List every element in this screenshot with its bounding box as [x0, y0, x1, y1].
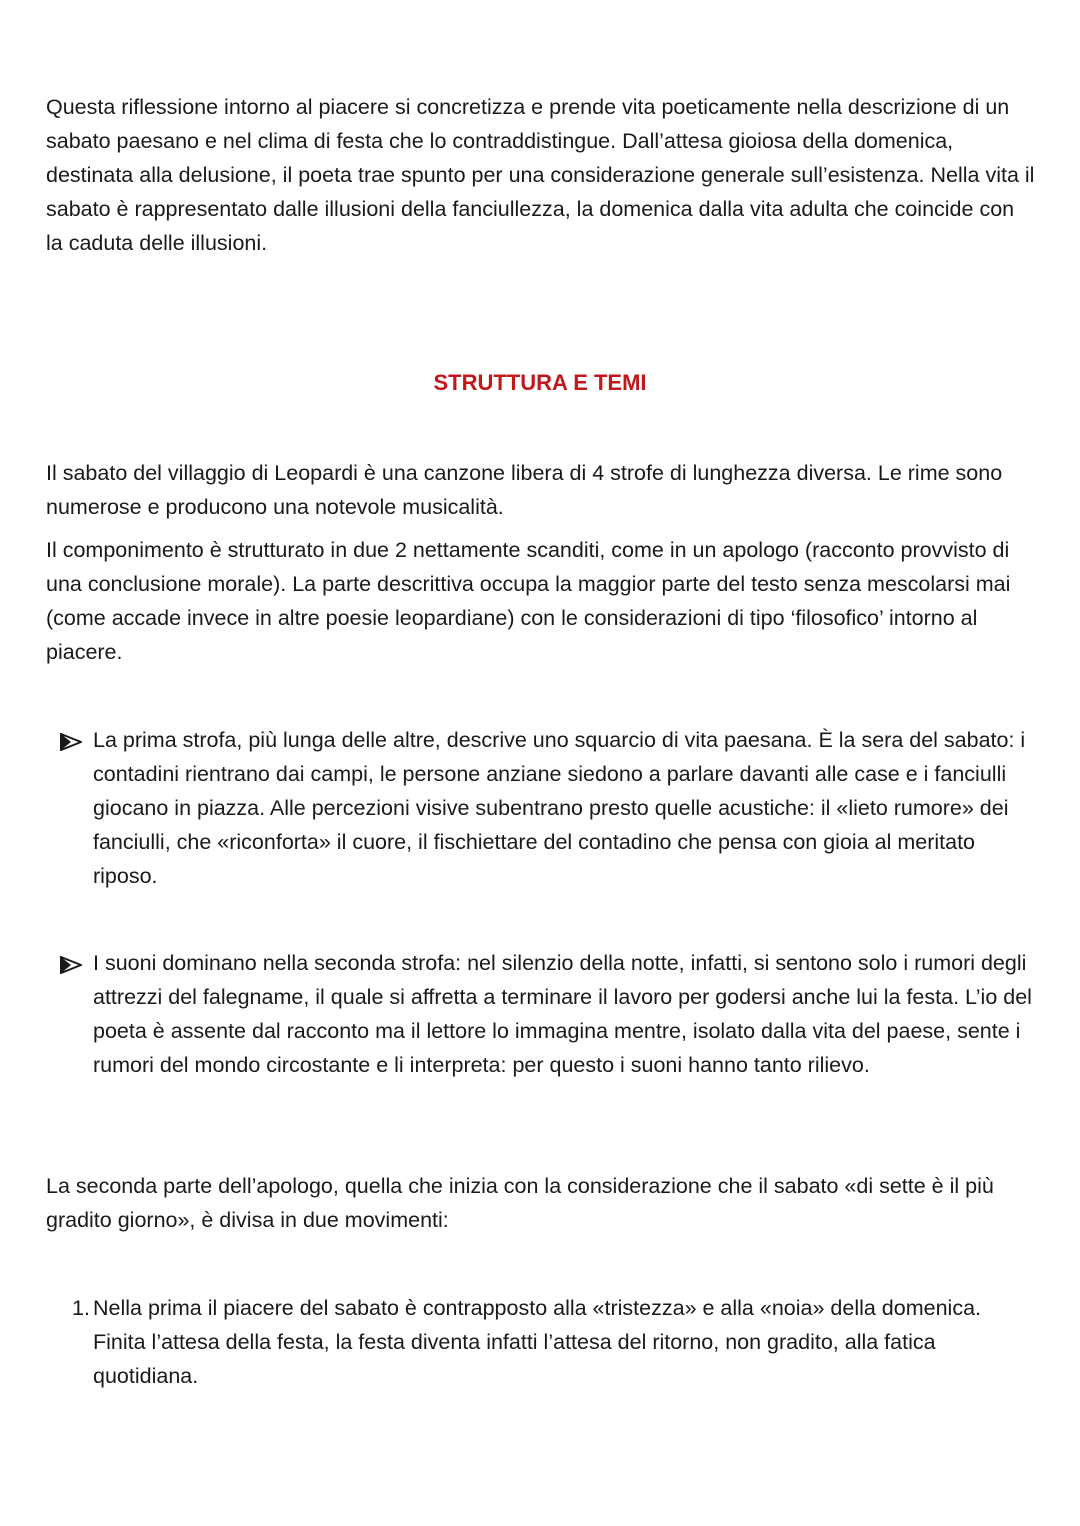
closing-paragraph: La seconda parte dell’apologo, quella che inizia con la considerazione che il sabato «di sette è il più gradito giorno», è divisa in due movimenti:	[46, 1174, 994, 1232]
structure-paragraph-1: Il sabato del villaggio di Leopardi è una canzone libera di 4 strofe di lunghezza diversa. Le rime sono numerose e producono una notevole musicalità.	[46, 461, 1003, 519]
section-heading: STRUTTURA E TEMI	[433, 370, 647, 395]
list-number: 1.	[72, 1296, 90, 1320]
bullet-item	[60, 723, 1032, 893]
bullet-text: La prima strofa, più lunga delle altre, descrive uno squarcio di vita paesana. È la sera del sabato: i contadini rientrano dai campi, le persone anziane siedono a parlare davanti alle case e i fanciulli giocano in piazza. Alle percezioni visive subentrano presto quelle acustiche: il «lieto rumore» dei fanciulli, che «riconforta» il cuore, il fischiettare del contadino che pensa con gioia al meritato riposo.	[93, 728, 1026, 888]
arrowhead-bullet-icon	[60, 723, 92, 751]
arrowhead-bullet-icon	[60, 946, 92, 974]
numbered-item-text: Nella prima il piacere del sabato è contrapposto alla «tristezza» e alla «noia» della domenica. Finita l’attesa della festa, la festa diventa infatti l’attesa del ritorno, non gradito, alla fatica quotidiana.	[93, 1296, 981, 1388]
bullet-item	[60, 946, 1032, 1082]
numbered-item	[60, 1291, 1032, 1393]
intro-paragraph: Questa riflessione intorno al piacere si concretizza e prende vita poeticamente nella descrizione di un sabato paesano e nel clima di festa che lo contraddistingue. Dall’attesa gioiosa della domenica, destinata alla delusione, il poeta trae spunto per una considerazione generale sull’esistenza. Nella vita il sabato è rappresentato dalle illusioni della fanciullezza, la domenica dalla vita adulta che coincide con la caduta delle illusioni.	[46, 95, 1035, 255]
bullet-text: I suoni dominano nella seconda strofa: nel silenzio della notte, infatti, si sentono solo i rumori degli attrezzi del falegname, il quale si affretta a terminare il lavoro per godersi anche lui la festa. L’io del poeta è assente dal racconto ma il lettore lo immagina mentre, isolato dalla vita del paese, sente i rumori del mondo circostante e li interpreta: per questo i suoni hanno tanto rilievo.	[93, 951, 1032, 1077]
structure-paragraph-2: Il componimento è strutturato in due 2 nettamente scanditi, come in un apologo (racconto provvisto di una conclusione morale). La parte descrittiva occupa la maggior parte del testo senza mescolarsi mai (come accade invece in altre poesie leopardiane) con le considerazioni di tipo ‘filosofico’ intorno al piacere.	[46, 538, 1011, 664]
